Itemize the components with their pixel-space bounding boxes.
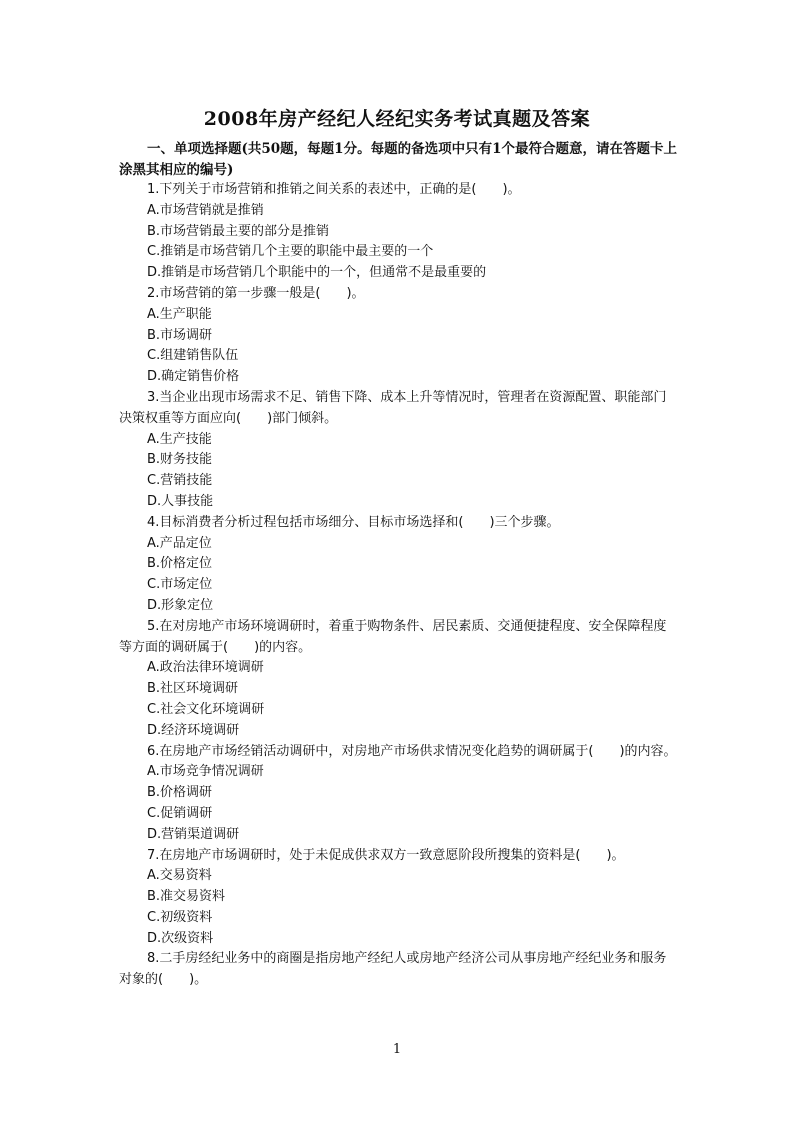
answer-option: D.经济环境调研 xyxy=(147,722,240,738)
question-stem: 8.二手房经纪业务中的商圈是指房地产经纪人或房地产经济公司从事房地产经纪业务和服务对象的( )。 xyxy=(119,951,667,988)
question-stem: 1.下列关于市场营销和推销之间关系的表述中，正确的是( )。 xyxy=(147,182,521,197)
question-stem: 4.目标消费者分析过程包括市场细分、目标市场选择和( )三个步骤。 xyxy=(147,514,560,530)
question-list xyxy=(119,180,679,991)
answer-option: C.促销调研 xyxy=(147,805,213,821)
answer-option: B.财务技能 xyxy=(147,452,213,468)
question-stem: 3.当企业出现市场需求不足、销售下降、成本上升等情况时，管理者在资源配置、职能部门决策权重等方面应向( )部门倾斜。 xyxy=(119,389,667,426)
answer-option: B.市场营销最主要的部分是推销 xyxy=(147,223,330,239)
answer-option: B.价格调研 xyxy=(147,785,213,801)
page-number: 1 xyxy=(392,1042,402,1057)
answer-option: B.社区环境调研 xyxy=(147,681,239,697)
question-stem: 2.市场营销的第一步骤一般是( )。 xyxy=(147,285,365,301)
question-stem: 7.在房地产市场调研时，处于未促成供求双方一致意愿阶段所搜集的资料是( )。 xyxy=(147,847,625,863)
answer-option: A.交易资料 xyxy=(147,868,212,884)
answer-option: A.生产技能 xyxy=(147,431,212,447)
answer-option: C.组建销售队伍 xyxy=(147,348,239,364)
answer-option: D.推销是市场营销几个职能中的一个，但通常不是最重要的 xyxy=(147,265,487,281)
answer-option: B.准交易资料 xyxy=(147,889,226,905)
answer-option: A.产品定位 xyxy=(147,535,212,551)
answer-option: C.推销是市场营销几个主要的职能中最主要的一个 xyxy=(147,244,434,260)
answer-option: D.营销渠道调研 xyxy=(147,826,240,842)
answer-option: A.政治法律环境调研 xyxy=(147,660,264,676)
document-title: 2008年房产经纪人经纪实务考试真题及答案 xyxy=(203,108,591,130)
answer-option: B.价格定位 xyxy=(147,556,213,572)
question-stem: 6.在房地产市场经销活动调研中，对房地产市场供求情况变化趋势的调研属于( )的内容。 xyxy=(147,743,677,759)
answer-option: D.次级资料 xyxy=(147,930,214,946)
question-stem: 5.在对房地产市场环境调研时，着重于购物条件、居民素质、交通便捷程度、安全保障程度等方面的调研属于( )的内容。 xyxy=(119,618,667,655)
answer-option: C.市场定位 xyxy=(147,577,213,593)
answer-option: A.生产职能 xyxy=(147,306,212,322)
section-heading: 一、单项选择题(共50题，每题1分。每题的备选项中只有1个最符合题意，请在答题卡上涂黑其相应的编号) xyxy=(119,141,677,178)
answer-option: D.人事技能 xyxy=(147,493,214,509)
answer-option: C.社会文化环境调研 xyxy=(147,701,265,717)
answer-option: D.确定销售价格 xyxy=(147,369,240,385)
answer-option: D.形象定位 xyxy=(147,597,214,613)
answer-option: A.市场营销就是推销 xyxy=(147,202,264,218)
answer-option: C.营销技能 xyxy=(147,473,213,489)
answer-option: A.市场竞争情况调研 xyxy=(147,764,264,780)
answer-option: B.市场调研 xyxy=(147,327,213,343)
answer-option: C.初级资料 xyxy=(147,909,213,925)
